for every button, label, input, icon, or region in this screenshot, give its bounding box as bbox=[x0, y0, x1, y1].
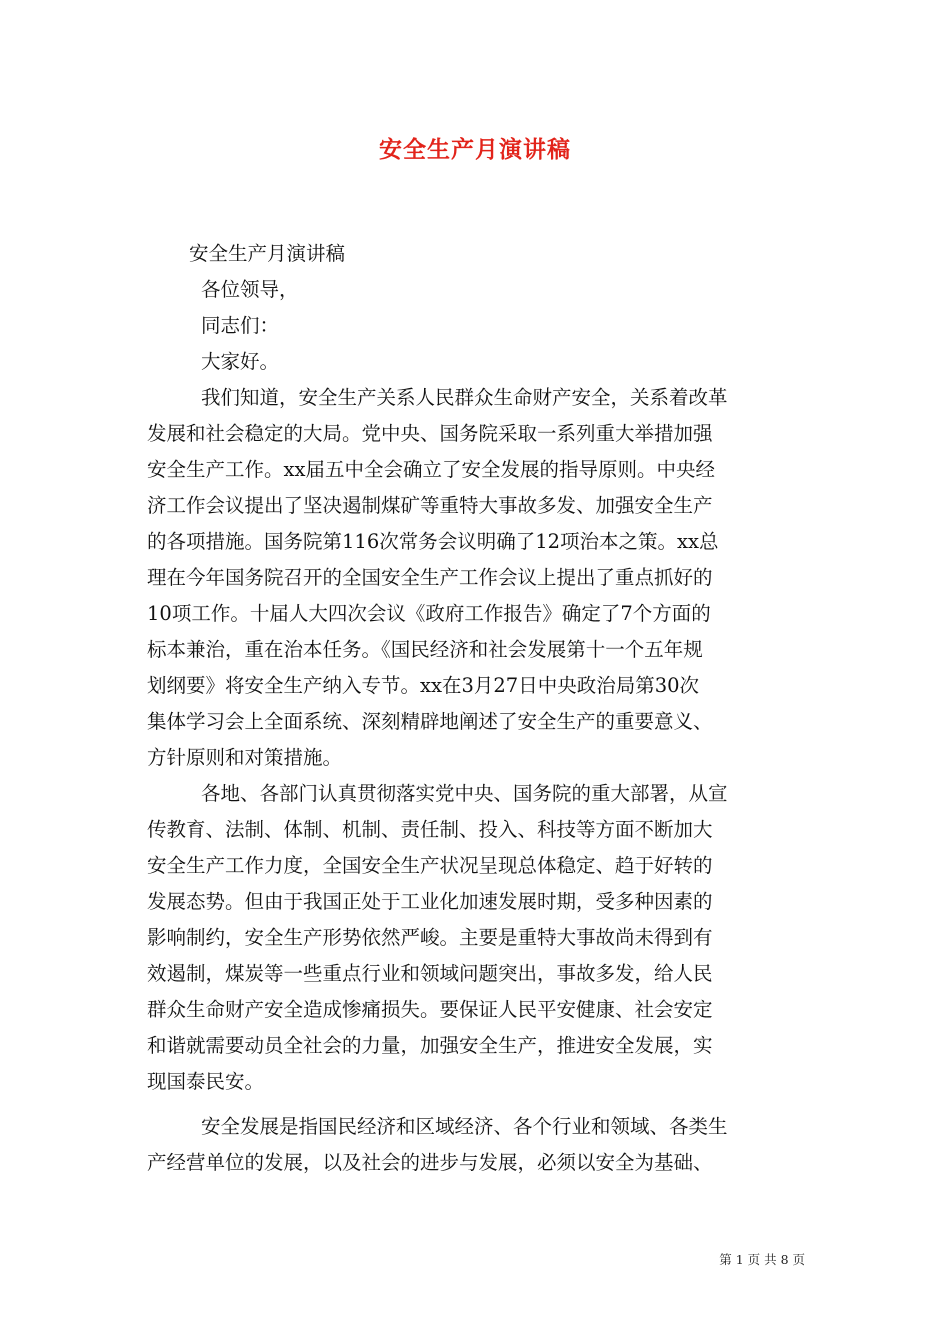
body-line: 我们知道，安全生产关系人民群众生命财产安全，关系着改革 bbox=[201, 386, 728, 409]
document-title: 安全生产月演讲稿 bbox=[379, 136, 571, 163]
body-line: 集体学习会上全面系统、深刻精辟地阐述了安全生产的重要意义、 bbox=[147, 710, 713, 733]
body-line: 安全发展是指国民经济和区域经济、各个行业和领域、各类生 bbox=[201, 1115, 728, 1138]
body-line: 的各项措施。国务院第116次常务会议明确了12项治本之策。xx总 bbox=[147, 530, 719, 553]
body-line: 效遏制，煤炭等一些重点行业和领域问题突出，事故多发，给人民 bbox=[147, 962, 713, 985]
body-line: 标本兼治，重在治本任务。《国民经济和社会发展第十一个五年规 bbox=[147, 638, 703, 661]
body-line: 安全生产工作。xx届五中全会确立了安全发展的指导原则。中央经 bbox=[147, 458, 715, 481]
body-line: 现国泰民安。 bbox=[147, 1070, 265, 1093]
body-line: 济工作会议提出了坚决遏制煤矿等重特大事故多发、加强安全生产 bbox=[147, 494, 713, 517]
body-line: 大家好。 bbox=[201, 350, 280, 373]
body-line: 10项工作。十届人大四次会议《政府工作报告》确定了7个方面的 bbox=[147, 602, 711, 625]
body-line: 安全生产月演讲稿 bbox=[189, 242, 346, 265]
body-line: 各地、各部门认真贯彻落实党中央、国务院的重大部署，从宣 bbox=[201, 782, 728, 805]
body-line: 群众生命财产安全造成惨痛损失。要保证人民平安健康、社会安定 bbox=[147, 998, 713, 1021]
body-line: 安全生产工作力度，全国安全生产状况呈现总体稳定、趋于好转的 bbox=[147, 854, 713, 877]
body-line: 发展态势。但由于我国正处于工业化加速发展时期，受多种因素的 bbox=[147, 890, 713, 913]
body-line: 传教育、法制、体制、机制、责任制、投入、科技等方面不断加大 bbox=[147, 818, 713, 841]
page-number: 第 1 页 共 8 页 bbox=[719, 1252, 805, 1267]
body-line: 产经营单位的发展，以及社会的进步与发展，必须以安全为基础、 bbox=[147, 1151, 713, 1174]
body-line: 同志们： bbox=[201, 314, 280, 337]
body-line: 各位领导， bbox=[201, 278, 299, 301]
body-line: 理在今年国务院召开的全国安全生产工作会议上提出了重点抓好的 bbox=[147, 566, 713, 589]
body-line: 发展和社会稳定的大局。党中央、国务院采取一系列重大举措加强 bbox=[147, 422, 713, 445]
body-line: 方针原则和对策措施。 bbox=[147, 746, 343, 769]
body-line: 划纲要》将安全生产纳入专节。xx在3月27日中央政治局第30次 bbox=[147, 674, 700, 697]
body-line: 和谐就需要动员全社会的力量，加强安全生产，推进安全发展，实 bbox=[147, 1034, 713, 1057]
body-line: 影响制约，安全生产形势依然严峻。主要是重特大事故尚未得到有 bbox=[147, 926, 713, 949]
